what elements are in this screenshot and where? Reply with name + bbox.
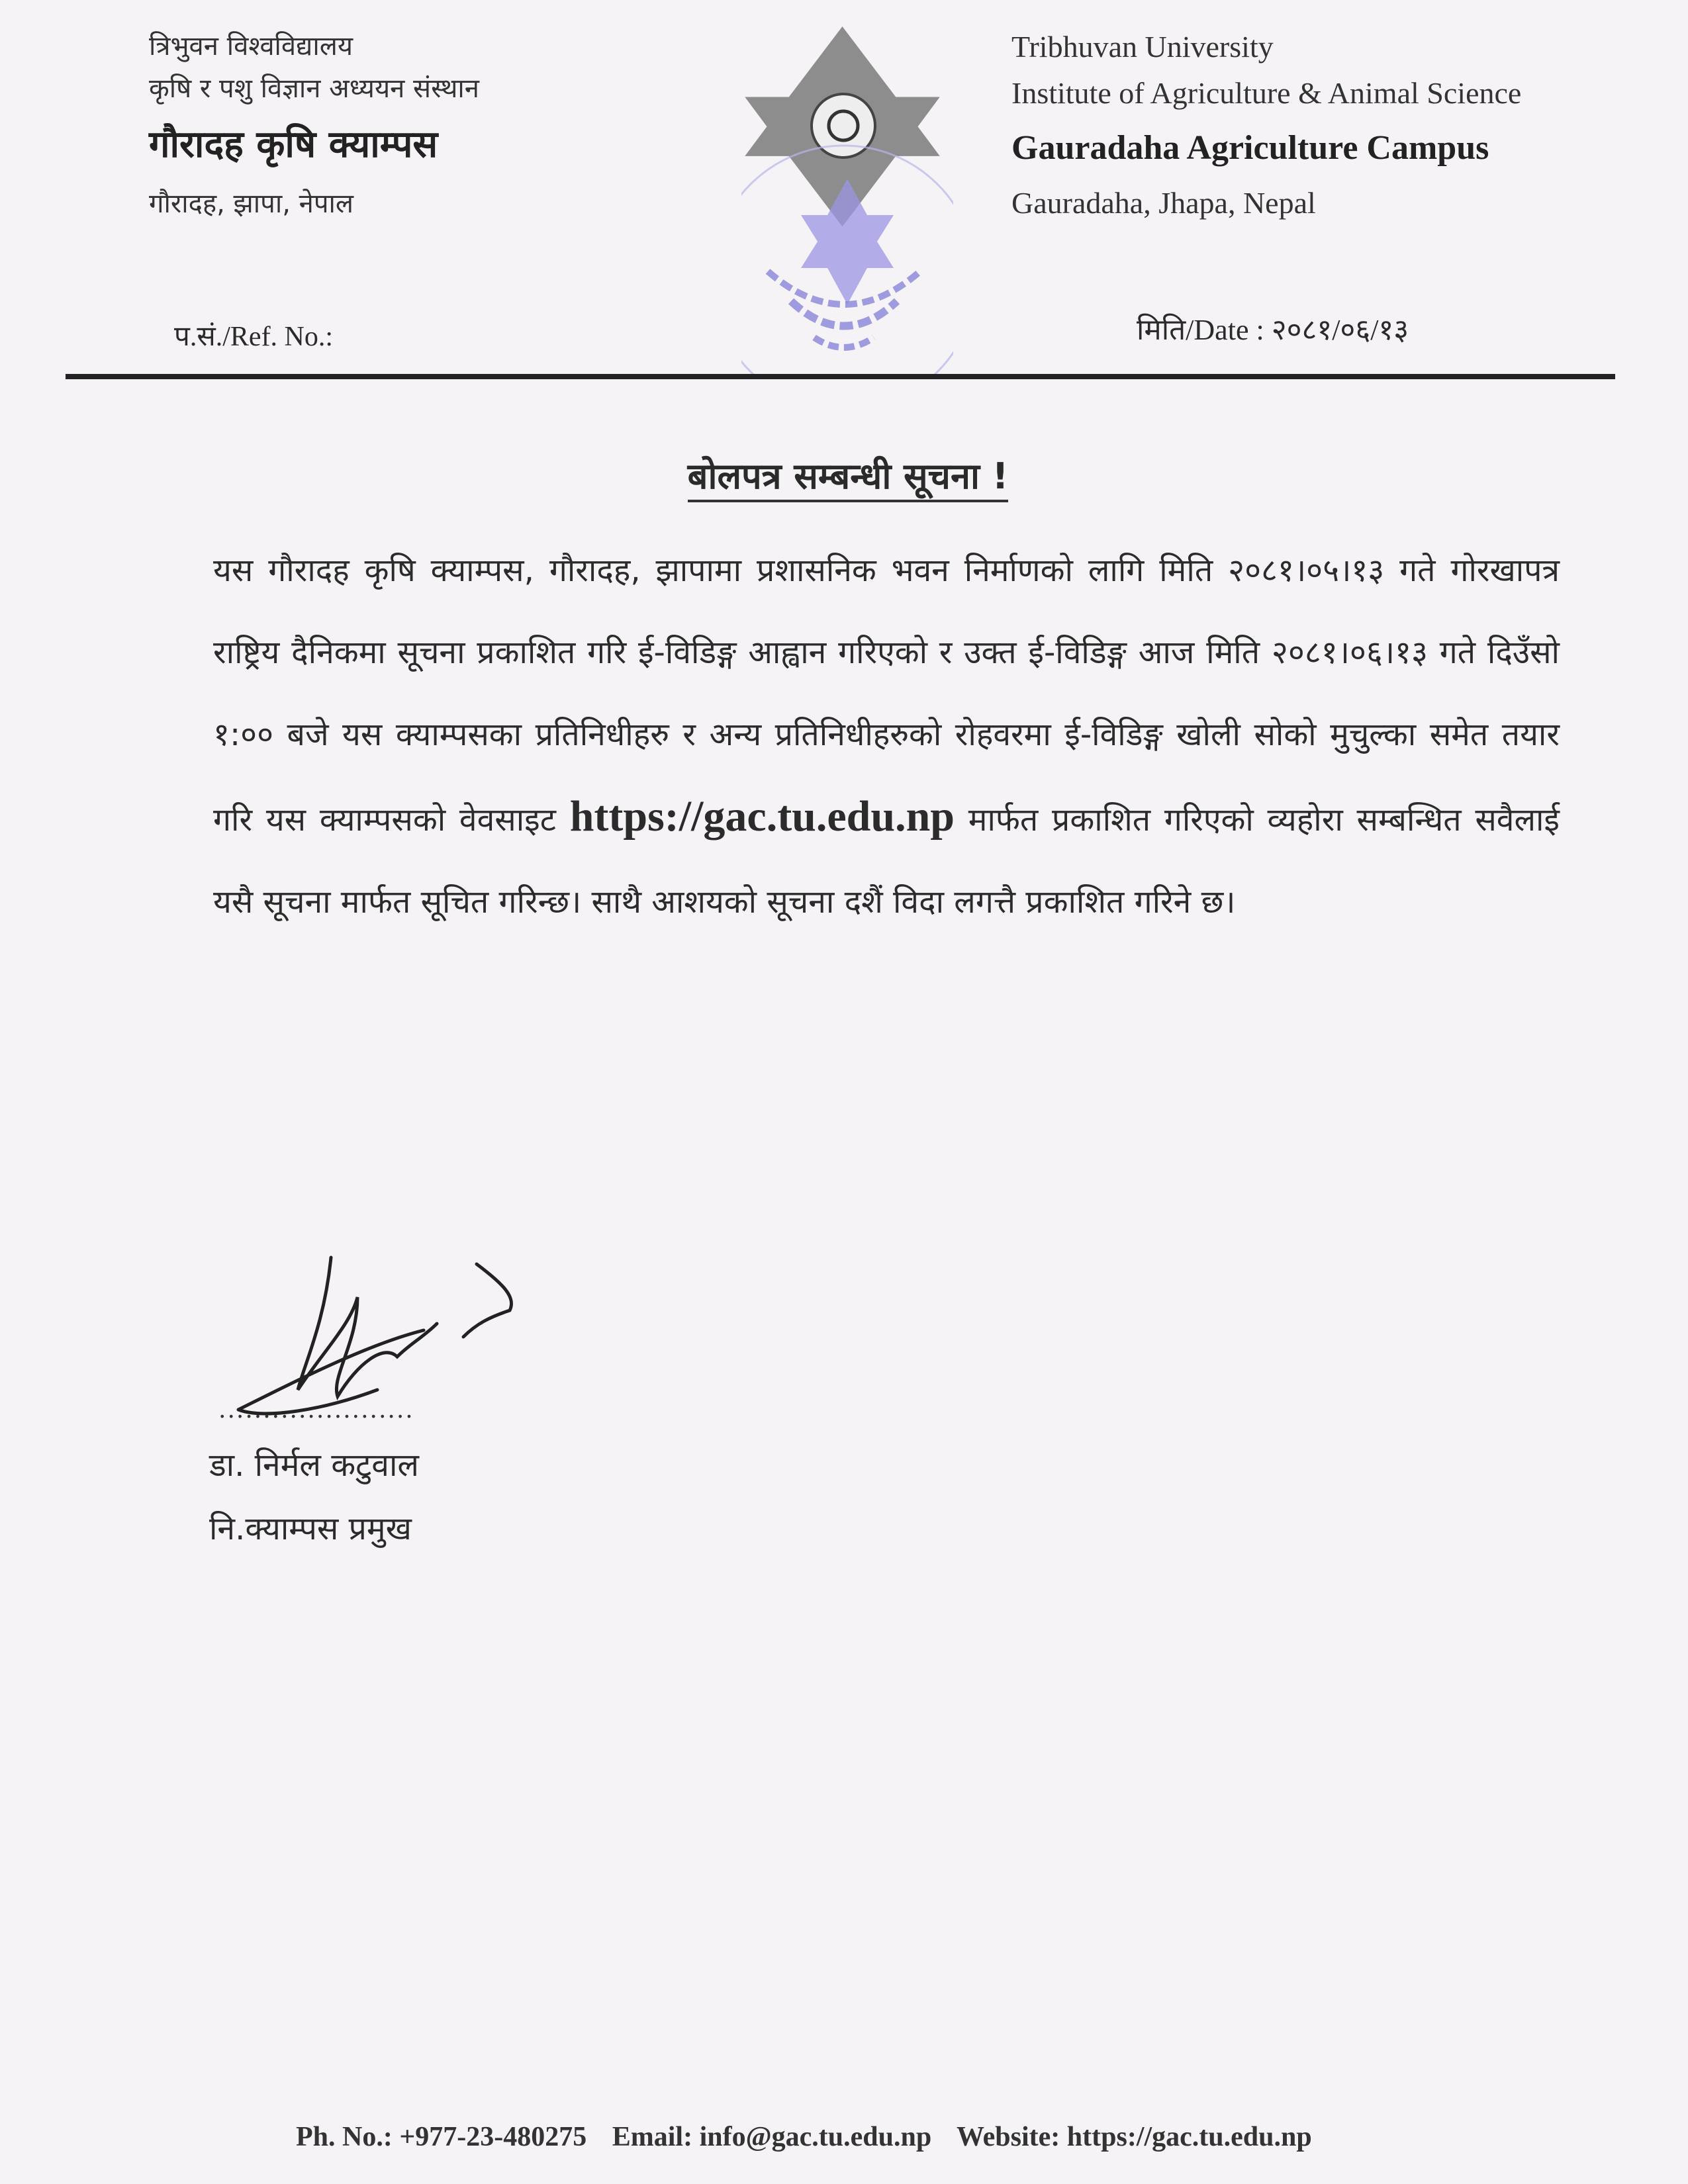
date-label: मिति/Date : २०८१/०६/१३: [1137, 314, 1409, 346]
notice-title: [0, 450, 1688, 499]
ref-number-label: प.सं./Ref. No.:: [174, 322, 334, 352]
footer-website[interactable]: Website: https://gac.tu.edu.np: [956, 2122, 1312, 2152]
header-en-institute: Institute of Agriculture & Animal Science: [1011, 76, 1522, 110]
footer-contact: [296, 2121, 1331, 2153]
notice-title-text: बोलपत्र सम्बन्धी सूचना !: [688, 455, 1009, 502]
tu-emblem-logo: [741, 26, 953, 377]
header-np-university: त्रिभुवन विश्वविद्यालय: [149, 31, 353, 62]
header-en-campus: Gauradaha Agriculture Campus: [1011, 129, 1489, 167]
signature-line: ......................: [218, 1396, 414, 1424]
footer-phone: Ph. No.: +977-23-480275: [296, 2122, 587, 2152]
body-text-part2: मार्फत प्रकाशित गरिएको व्यहोरा सम्बन्धित सवैलाई यसै सूचना मार्फत सूचित गरिन्छ। साथै आशयको सूचना दशैं विदा लगत्तै प्रकाशित गरिने छ।: [213, 801, 1560, 921]
footer-email[interactable]: Email: info@gac.tu.edu.np: [612, 2122, 932, 2152]
website-link[interactable]: https://gac.tu.edu.np: [569, 792, 955, 841]
header-en-university: Tribhuvan University: [1011, 30, 1274, 64]
body-text-part1: यस गौरादह कृषि क्याम्पस, गौरादह, झापामा प्रशासनिक भवन निर्माणको लागि मिति २०८१।०५।१३ गते गोरखापत्र राष्ट्रिय दैनिकमा सूचना प्रकाशित गरि ई-विडिङ्ग आह्वान गरिएको र उक्त ई-विडिङ्ग आज मिति २०८१।०६।१३ गते दिउँसो १:०० बजे यस क्याम्पसका प्रतिनिधीहरु र अन्य प्रतिनिधीहरुको रोहवरमा ई-विडिङ्ग खोली सोको मुचुल्का समेत तयार गरि यस क्याम्पसको वेवसाइट: [213, 552, 1560, 839]
header-np-address: गौरादह, झापा, नेपाल: [149, 189, 354, 219]
header-en-address: Gauradaha, Jhapa, Nepal: [1011, 186, 1316, 220]
header-np-institute: कृषि र पशु विज्ञान अध्ययन संस्थान: [149, 73, 479, 104]
header-divider: [66, 374, 1615, 379]
signatory-name: डा. निर्मल कटुवाल: [209, 1447, 419, 1484]
header-np-campus: गौरादह कृषि क्याम्पस: [149, 123, 438, 166]
signatory-designation: नि.क्याम्पस प्रमुख: [209, 1510, 412, 1547]
notice-body: [213, 529, 1560, 943]
campus-seal-stamp: [741, 146, 953, 377]
